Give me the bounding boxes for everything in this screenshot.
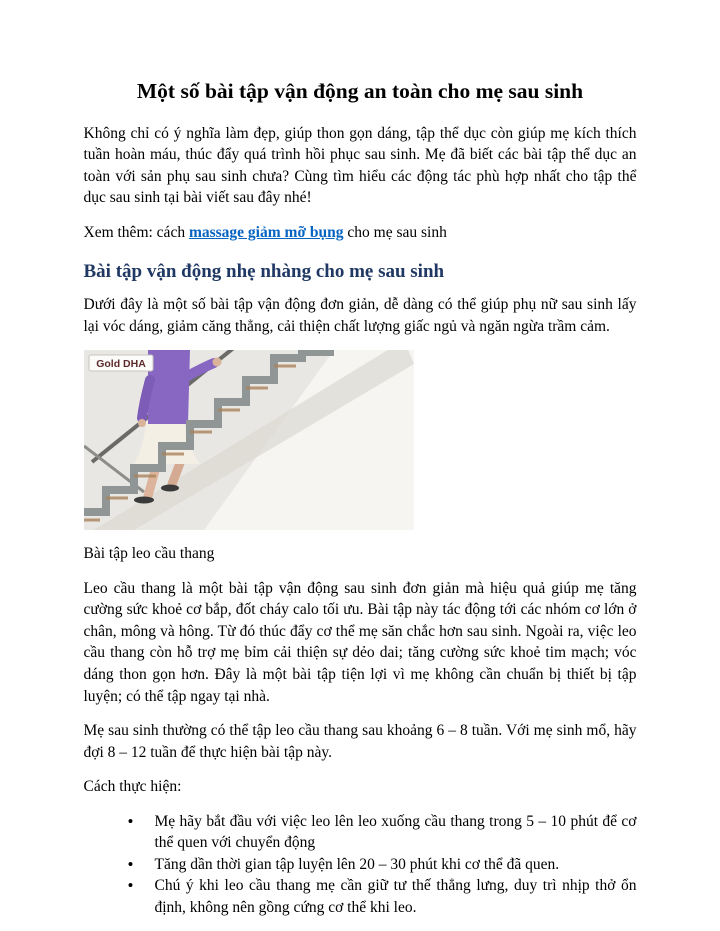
section-paragraph-1: Dưới đây là một số bài tập vận động đơn giản, dễ dàng có thể giúp phụ nữ sau sinh lấy lại vóc dáng, giảm căng thẳng, cải thiện chất lượng giấc ngủ và ngăn ngừa trầm cảm.	[83, 296, 637, 335]
watermark-text: Gold DHA	[95, 358, 146, 371]
see-more-suffix: cho mẹ sau sinh	[343, 224, 447, 241]
image-caption: Bài tập leo cầu thang	[83, 545, 215, 563]
document-page	[84, 0, 637, 918]
stairs-photo	[84, 350, 414, 530]
list-item: • Tăng dần thời gian tập luyện lên 20 – 30 phút khi cơ thể đã quen.	[128, 854, 637, 876]
section-heading: Bài tập vận động nhẹ nhàng cho mẹ sau sinh	[83, 260, 445, 282]
intro-paragraph: Không chỉ có ý nghĩa làm đẹp, giúp thon gọn dáng, tập thể dục còn giúp mẹ kích thích tuần hoàn máu, thúc đẩy quá trình hồi phục sau sinh. Mẹ đã biết các bài tập thể dục an toàn với sản phụ sau sinh chưa? Cùng tìm hiểu các động tác phù hợp nhất cho tập thể dục sau sinh tại bài viết sau đây nhé!	[83, 124, 637, 207]
see-more-line	[84, 222, 637, 244]
list-item: • Mẹ hãy bắt đầu với việc leo lên leo xuống cầu thang trong 5 – 10 phút để cơ thể quen với chuyển động	[128, 811, 637, 854]
section-paragraph-2: Leo cầu thang là một bài tập vận động sau sinh đơn giản mà hiệu quả giúp mẹ tăng cường sức khoẻ cơ bắp, đốt cháy calo tối ưu. Bài tập này tác động tới các nhóm cơ lớn ở chân, mông và hông. Từ đó thúc đẩy cơ thể mẹ săn chắc hơn sau sinh. Ngoài ra, việc leo cầu thang còn hỗ trợ mẹ bỉm cải thiện sự dẻo dai; tăng cường sức khoẻ tim mạch; vóc dáng thon gọn hơn. Đây là một bài tập tiện lợi vì mẹ không cần chuẩn bị thiết bị tập luyện; có thể tập ngay tại nhà.	[83, 579, 637, 705]
list-item: • Chú ý khi leo cầu thang mẹ cần giữ tư thế thẳng lưng, duy trì nhịp thở ổn định, không nên gồng cứng cơ thể khi leo.	[128, 875, 637, 918]
page-title: Một số bài tập vận động an toàn cho mẹ sau sinh	[136, 79, 584, 103]
massage-link[interactable]: massage giảm mỡ bụng	[188, 224, 344, 241]
how-to-label: Cách thực hiện:	[83, 778, 182, 796]
instruction-list	[84, 811, 637, 919]
section-paragraph-3: Mẹ sau sinh thường có thể tập leo cầu thang sau khoảng 6 – 8 tuần. Với mẹ sinh mổ, hãy đợi 8 – 12 tuần để thực hiện bài tập này.	[83, 722, 637, 761]
stairs-photo-graphic	[84, 350, 414, 530]
see-more-prefix: Xem thêm: cách	[83, 224, 189, 241]
gold-dha-watermark	[89, 355, 153, 371]
